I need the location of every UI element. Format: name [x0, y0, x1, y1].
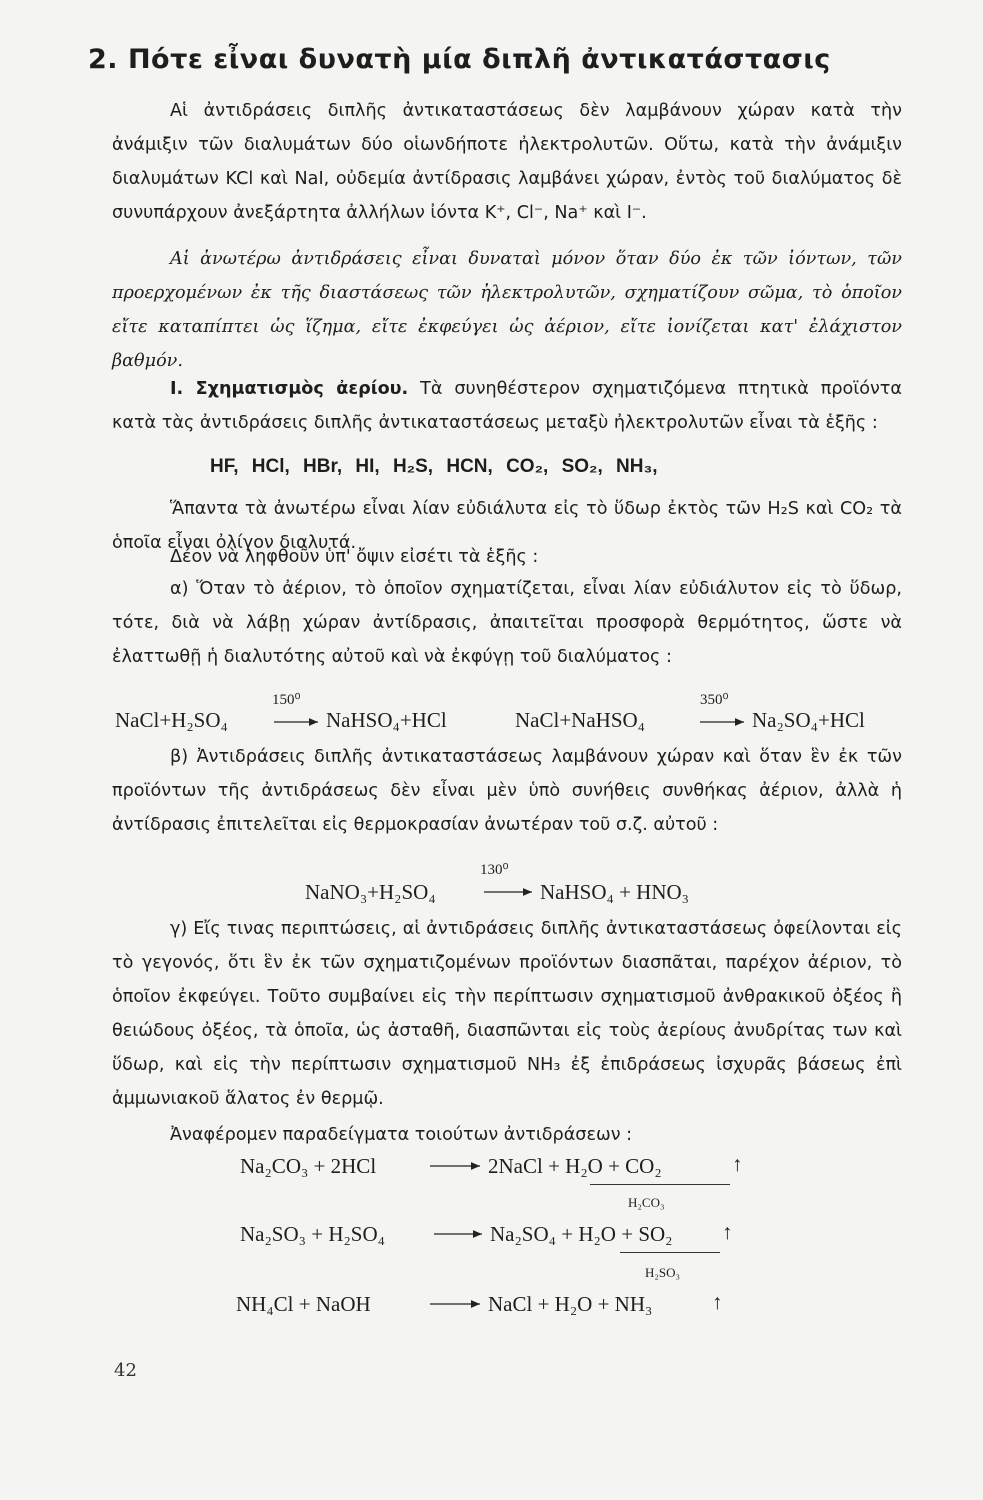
eq4-right: 2NaCl + H₂O + CO₂ [488, 1154, 662, 1178]
eq3-condition: 130⁰ [480, 862, 509, 878]
eq1-condition: 150⁰ [272, 692, 301, 708]
eq4-brace-label: H₂CO₃ [628, 1195, 665, 1210]
eq1-right: NaHSO₄+HCl [326, 708, 447, 732]
subsection-title: Ι. Σχηματισμὸς ἀερίου. [170, 379, 409, 399]
eq6-left: NH₄Cl + NaOH [236, 1292, 371, 1316]
paragraph-solubility: Ἅπαντα τὰ ἀνωτέρω εἶναι λίαν εὐδιάλυτα εἰς τὸ ὕδωρ ἐκτὸς τῶν H₂S καὶ CO₂ τὰ ὁποῖα εἶναι ὀλίγον διαλυτά. [112, 499, 902, 553]
eq5-left: Na₂SO₃ + H₂SO₄ [240, 1222, 385, 1246]
paragraph-intro: Αἱ ἀντιδράσεις διπλῆς ἀντικαταστάσεως δὲν λαμβάνουν χώραν κατὰ τὴν ἀνάμιξιν τῶν διαλυμάτων δύο οἱωνδήποτε ἠλεκτρολυτῶν. Οὕτω, κατὰ τὴν ἀνάμιξιν διαλυμάτων KCl καὶ NaI, οὐδεμία ἀντίδρασις λαμβάνει χώραν, ἐντὸς τοῦ διαλύματος δὲ συνυπάρχουν ἀνεξάρτητα ἀλλήλων ἰόντα K⁺, Cl⁻, Na⁺ καὶ I⁻. [112, 101, 902, 223]
gas-list: HF, HCl, HBr, HI, H₂S, HCN, CO₂, SO₂, NH₃, [210, 456, 658, 477]
subsection-text: Τὰ συνηθέστερον σχηματιζόμενα πτητικὰ προϊόντα κατὰ τὰς ἀντιδράσεις διπλῆς ἀντικαταστάσεως μεταξὺ ἠλεκτρολυτῶν εἶναι τὰ ἑξῆς : [112, 379, 902, 433]
eq3-right: NaHSO₄ + HNO₃ [540, 880, 689, 904]
paragraph-conditions: Αἱ ἀνωτέρω ἀντιδράσεις εἶναι δυναταὶ μόνον ὅταν δύο ἐκ τῶν ἰόντων, τῶν προερχομένων ἐκ τῆς διαστάσεως τῶν ἠλεκτρολυτῶν, σχηματίζουν σῶμα, τὸ ὁποῖον εἴτε καταπίπτει ὡς ἵζημα, εἴτε ἐκφεύγει ὡς ἀέριον, εἴτε ἰονίζεται κατ' ἐλάχιστον βαθμόν. [112, 249, 902, 371]
paragraph-examples: Ἀναφέρομεν παραδείγματα τοιούτων ἀντιδράσεων : [170, 1125, 633, 1145]
paragraph-note: Δέον νὰ ληφθοῦν ὑπ' ὄψιν εἰσέτι τὰ ἑξῆς : [170, 547, 539, 567]
eq4-left: Na₂CO₃ + 2HCl [240, 1154, 377, 1178]
eq5-brace-label: H₂SO₃ [645, 1265, 681, 1280]
eq6-right: NaCl + H₂O + NH₃ [488, 1292, 653, 1316]
eq1-left: NaCl+H₂SO₄ [115, 708, 228, 732]
eq5-right: Na₂SO₄ + H₂O + SO₂ [490, 1222, 673, 1246]
section-heading: 2. Πότε εἶναι δυνατὴ μία διπλῆ ἀντικατάστασις [88, 44, 831, 75]
gas-arrow-icon: ↑ [712, 1290, 723, 1314]
gas-arrow-icon: ↑ [732, 1152, 743, 1176]
eq2-left: NaCl+NaHSO₄ [515, 708, 645, 732]
paragraph-case-b: β) Ἀντιδράσεις διπλῆς ἀντικαταστάσεως λαμβάνουν χώραν καὶ ὅταν ἓν ἐκ τῶν προϊόντων τῆς ἀντιδράσεως δὲν εἶναι μὲν ὑπὸ συνήθεις συνθήκας ἀέριον, ἀλλὰ ἡ ἀντίδρασις ἐπιτελεῖται εἰς θερμοκρασίαν ἀνωτέραν τοῦ σ.ζ. αὐτοῦ : [112, 747, 902, 835]
eq2-condition: 350⁰ [700, 692, 729, 708]
eq2-right: Na₂SO₄+HCl [752, 708, 865, 732]
eq3-left: NaNO₃+H₂SO₄ [305, 880, 436, 904]
page-number: 42 [114, 1360, 137, 1381]
gas-arrow-icon: ↑ [722, 1220, 733, 1244]
paragraph-case-a: α) Ὅταν τὸ ἀέριον, τὸ ὁποῖον σχηματίζεται, εἶναι λίαν εὐδιάλυτον εἰς τὸ ὕδωρ, τότε, διὰ νὰ λάβῃ χώραν ἀντίδρασις, ἀπαιτεῖται προσφορὰ θερμότητος, ὥστε νὰ ἐλαττωθῇ ἡ διαλυτότης αὐτοῦ καὶ νὰ ἐκφύγῃ τοῦ διαλύματος : [112, 579, 902, 667]
paragraph-case-c: γ) Εἴς τινας περιπτώσεις, αἱ ἀντιδράσεις διπλῆς ἀντικαταστάσεως ὀφείλονται εἰς τὸ γεγονός, ὅτι ἓν ἐκ τῶν σχηματιζομένων προϊόντων διασπᾶται, παρέχον ἀέριον, τὸ ὁποῖον ἐκφεύγει. Τοῦτο συμβαίνει εἰς τὴν περίπτωσιν σχηματισμοῦ ἀνθρακικοῦ ὀξέος ἢ θειώδους ὀξέος, τὰ ὁποῖα, ὡς ἀσταθῆ, διασπῶνται εἰς τοὺς ἀερίους ἀνυδρίτας των καὶ ὕδωρ, καὶ εἰς τὴν περίπτωσιν σχηματισμοῦ NH₃ ἐξ ἐπιδράσεως ἰσχυρᾶς βάσεως ἐπὶ ἀμμωνιακοῦ ἅλατος ἐν θερμῷ. [112, 919, 902, 1109]
